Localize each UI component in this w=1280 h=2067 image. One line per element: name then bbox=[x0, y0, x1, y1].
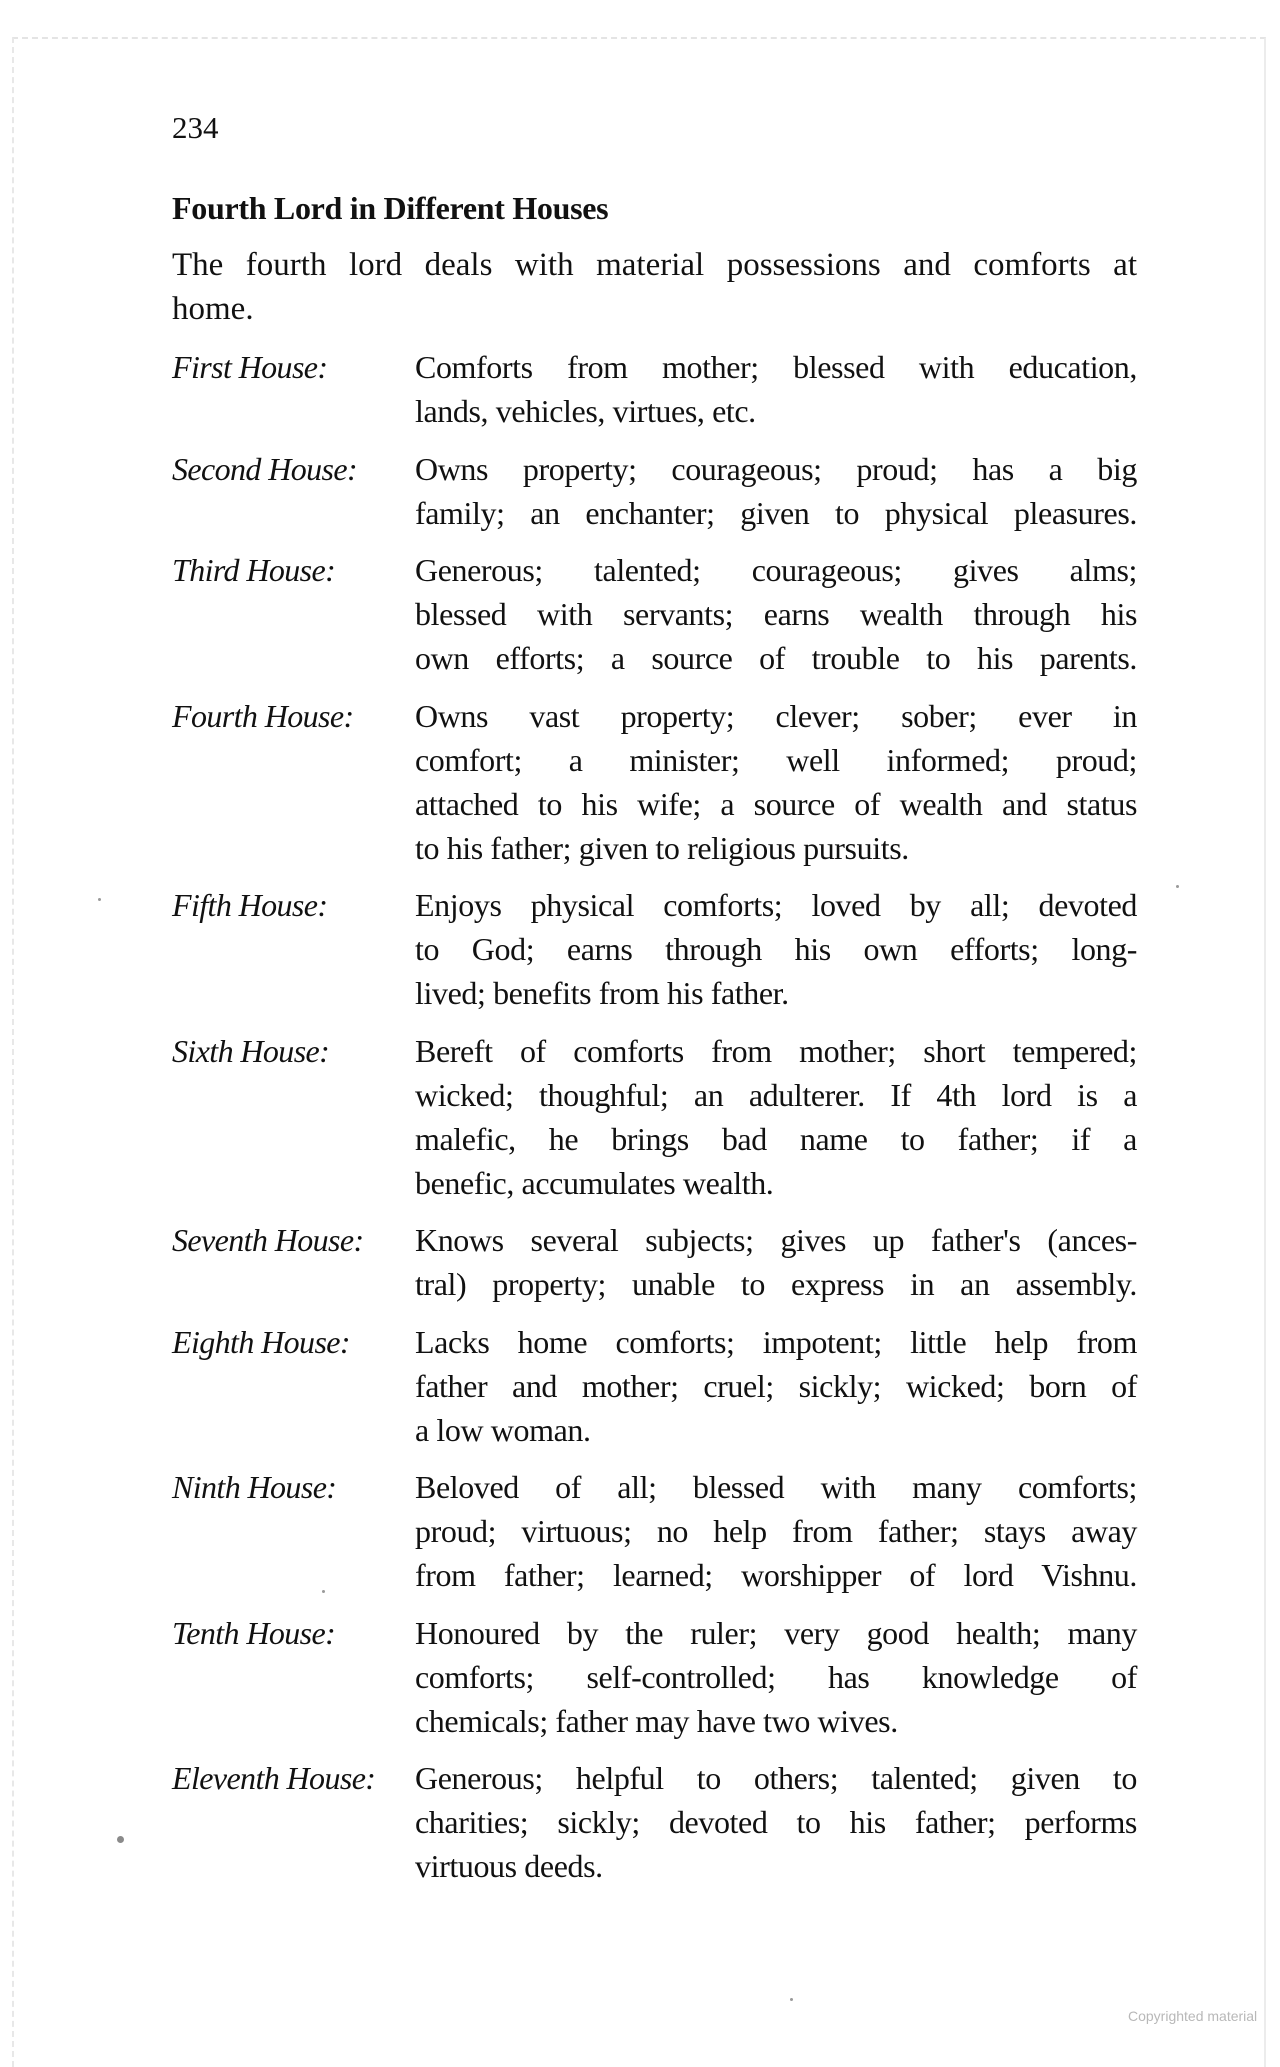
entry-line: chemicals; father may have two wives. bbox=[415, 1702, 898, 1739]
entry-line: Bereft of comforts from mother; short tempered; bbox=[415, 1032, 1137, 1069]
scan-speck bbox=[322, 1590, 325, 1593]
entry-third-house bbox=[172, 548, 1137, 680]
entry-text bbox=[415, 1029, 1137, 1205]
entry-line: Honoured by the ruler; very good health; many bbox=[415, 1614, 1137, 1651]
entry-text bbox=[415, 1611, 1137, 1743]
entry-line: family; an enchanter; given to physical pleasures. bbox=[415, 494, 1137, 531]
entry-text bbox=[415, 345, 1137, 433]
entry-line: charities; sickly; devoted to his father; performs bbox=[415, 1804, 1137, 1840]
entry-label: Ninth House: bbox=[172, 1469, 337, 1505]
entry-line: comforts; self-controlled; has knowledge of bbox=[415, 1658, 1137, 1695]
entry-line: Beloved of all; blessed with many comforts; bbox=[415, 1469, 1137, 1505]
entry-line: virtuous deeds. bbox=[415, 1848, 603, 1884]
entry-ninth-house bbox=[172, 1465, 1137, 1597]
entry-line: tral) property; unable to express in an assembly. bbox=[415, 1266, 1137, 1302]
entry-text bbox=[415, 548, 1137, 680]
entry-line: wicked; thoughful; an adulterer. If 4th lord is a bbox=[415, 1076, 1137, 1113]
entry-line: Lacks home comforts; impotent; little help from bbox=[415, 1323, 1137, 1360]
entry-label: First House: bbox=[172, 349, 328, 385]
entry-line: Knows several subjects; gives up father's (ances- bbox=[415, 1222, 1137, 1258]
entry-sixth-house bbox=[172, 1029, 1137, 1205]
entry-line: attached to his wife; a source of wealth and status bbox=[415, 785, 1137, 822]
section-heading: Fourth Lord in Different Houses bbox=[172, 190, 609, 226]
entry-label: Third House: bbox=[172, 552, 336, 588]
entry-line: from father; learned; worshipper of lord Vishnu. bbox=[415, 1557, 1137, 1593]
entry-label: Eleventh House: bbox=[172, 1760, 376, 1796]
entry-seventh-house bbox=[172, 1218, 1137, 1306]
entry-label: Second House: bbox=[172, 450, 358, 487]
entry-label: Fifth House: bbox=[172, 887, 328, 923]
entry-line: own efforts; a source of trouble to his parents. bbox=[415, 640, 1137, 676]
page-number: 234 bbox=[172, 110, 219, 145]
entry-line: to God; earns through his own efforts; long- bbox=[415, 931, 1137, 967]
intro-line: The fourth lord deals with material possessions and comforts at bbox=[172, 247, 1137, 283]
entry-line: Generous; talented; courageous; gives alms; bbox=[415, 552, 1137, 588]
entry-label: Seventh House: bbox=[172, 1222, 364, 1258]
entry-line: proud; virtuous; no help from father; stays away bbox=[415, 1513, 1137, 1549]
entry-line: comfort; a minister; well informed; proud; bbox=[415, 741, 1137, 778]
entry-text bbox=[415, 1756, 1137, 1888]
entry-line: lands, vehicles, virtues, etc. bbox=[415, 393, 756, 429]
entry-tenth-house bbox=[172, 1611, 1137, 1743]
entry-line: Enjoys physical comforts; loved by all; devoted bbox=[415, 887, 1137, 923]
scan-speck bbox=[1176, 885, 1179, 888]
intro-line: home. bbox=[172, 291, 254, 327]
entry-eighth-house bbox=[172, 1320, 1137, 1452]
entry-line: Owns vast property; clever; sober; ever in bbox=[415, 697, 1137, 734]
entry-line: to his father; given to religious pursuits. bbox=[415, 829, 909, 866]
entry-text bbox=[415, 883, 1137, 1015]
entry-fifth-house bbox=[172, 883, 1137, 1015]
entry-first-house bbox=[172, 345, 1137, 433]
entry-text bbox=[415, 694, 1137, 870]
entry-line: father and mother; cruel; sickly; wicked; born of bbox=[415, 1367, 1137, 1404]
entry-text bbox=[415, 1320, 1137, 1452]
entry-line: Comforts from mother; blessed with education, bbox=[415, 349, 1137, 385]
scan-speck bbox=[98, 898, 101, 901]
entry-label: Tenth House: bbox=[172, 1614, 336, 1651]
entry-text bbox=[415, 1465, 1137, 1597]
scan-speck bbox=[790, 1998, 793, 2001]
house-entries-list bbox=[172, 345, 1137, 1902]
entry-second-house bbox=[172, 447, 1137, 535]
entry-line: blessed with servants; earns wealth through his bbox=[415, 596, 1137, 632]
entry-line: lived; benefits from his father. bbox=[415, 975, 789, 1011]
entry-label: Sixth House: bbox=[172, 1032, 330, 1069]
copyright-watermark: Copyrighted material bbox=[1128, 2008, 1258, 2024]
entry-text bbox=[415, 447, 1137, 535]
entry-text bbox=[415, 1218, 1137, 1306]
entry-eleventh-house bbox=[172, 1756, 1137, 1888]
entry-label: Eighth House: bbox=[172, 1323, 350, 1360]
entry-line: Generous; helpful to others; talented; given to bbox=[415, 1760, 1137, 1796]
entry-line: malefic, he brings bad name to father; if a bbox=[415, 1120, 1137, 1157]
entry-line: benefic, accumulates wealth. bbox=[415, 1164, 774, 1201]
entry-line: Owns property; courageous; proud; has a big bbox=[415, 450, 1137, 487]
entry-label: Fourth House: bbox=[172, 697, 354, 734]
intro-paragraph bbox=[172, 243, 1137, 331]
scan-speck bbox=[117, 1836, 124, 1843]
entry-fourth-house bbox=[172, 694, 1137, 870]
entry-line: a low woman. bbox=[415, 1411, 591, 1448]
